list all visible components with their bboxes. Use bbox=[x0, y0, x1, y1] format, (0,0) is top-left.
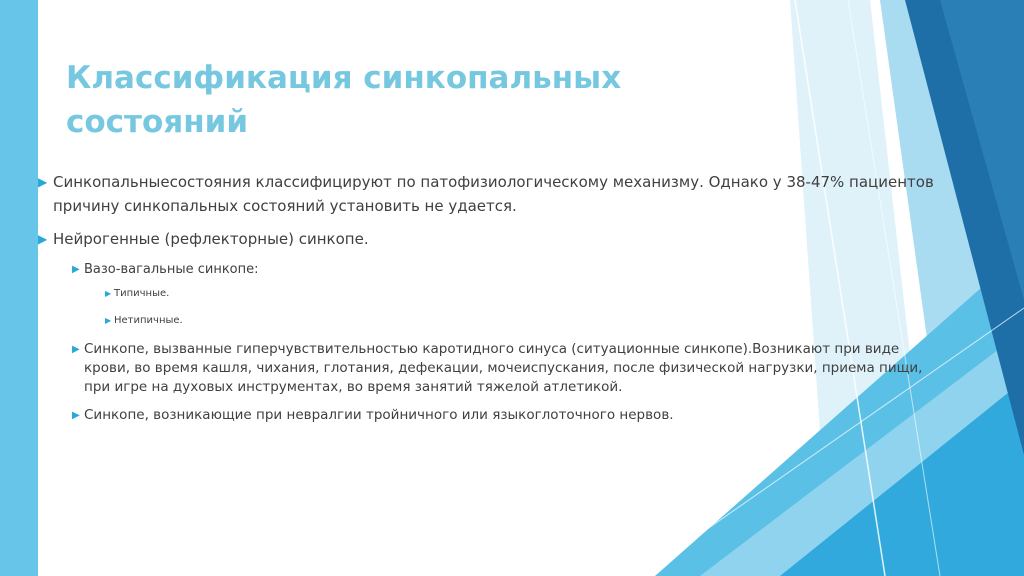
slide-title: Классификация синкопальных состояний bbox=[66, 60, 622, 140]
bullet-arrow-icon: ▶ bbox=[38, 175, 48, 189]
bullet-carotid-sinus bbox=[38, 340, 938, 397]
bullet-text: Нетипичные. bbox=[114, 315, 183, 326]
bullet-typical bbox=[38, 286, 938, 302]
bullet-text: Типичные. bbox=[114, 288, 170, 299]
bullet-text: Вазо-вагальные синкопе: bbox=[84, 262, 259, 277]
bullet-arrow-icon: ▶ bbox=[38, 232, 48, 246]
bullet-text: Синкопе, возникающие при невралгии тройничного или языкоглоточного нервов. bbox=[84, 407, 674, 423]
bullet-arrow-icon: ▶ bbox=[105, 316, 112, 325]
bullet-text: Нейрогенные (рефлекторные) синкопе. bbox=[53, 230, 369, 248]
bullet-vasovagal bbox=[38, 260, 938, 280]
bullet-atypical bbox=[38, 313, 938, 329]
bullet-text: Синкопе, вызванные гиперчувствительностью каротидного синуса (ситуационные синкопе).Возникают при виде крови, во время кашля, чихания, глотания, дефекации, мочеиспускания, после физической нагрузки, приема пищи, при игре на духовых инструментах, во время занятий тяжелой атлетикой. bbox=[84, 341, 923, 395]
bullet-arrow-icon: ▶ bbox=[72, 264, 80, 275]
bullet-neurogenic bbox=[38, 227, 938, 251]
slide-content bbox=[38, 166, 938, 434]
bullet-text: Синкопальныесостояния классифицируют по патофизиологическому механизму. Однако у 38-47% пациентов причину синкопальных состояний установить не удается. bbox=[53, 173, 934, 215]
bullet-intro bbox=[38, 170, 938, 218]
bullet-arrow-icon: ▶ bbox=[105, 289, 112, 298]
bullet-arrow-icon: ▶ bbox=[72, 410, 80, 421]
bullet-neuralgia bbox=[38, 406, 938, 425]
bullet-arrow-icon: ▶ bbox=[72, 344, 80, 355]
